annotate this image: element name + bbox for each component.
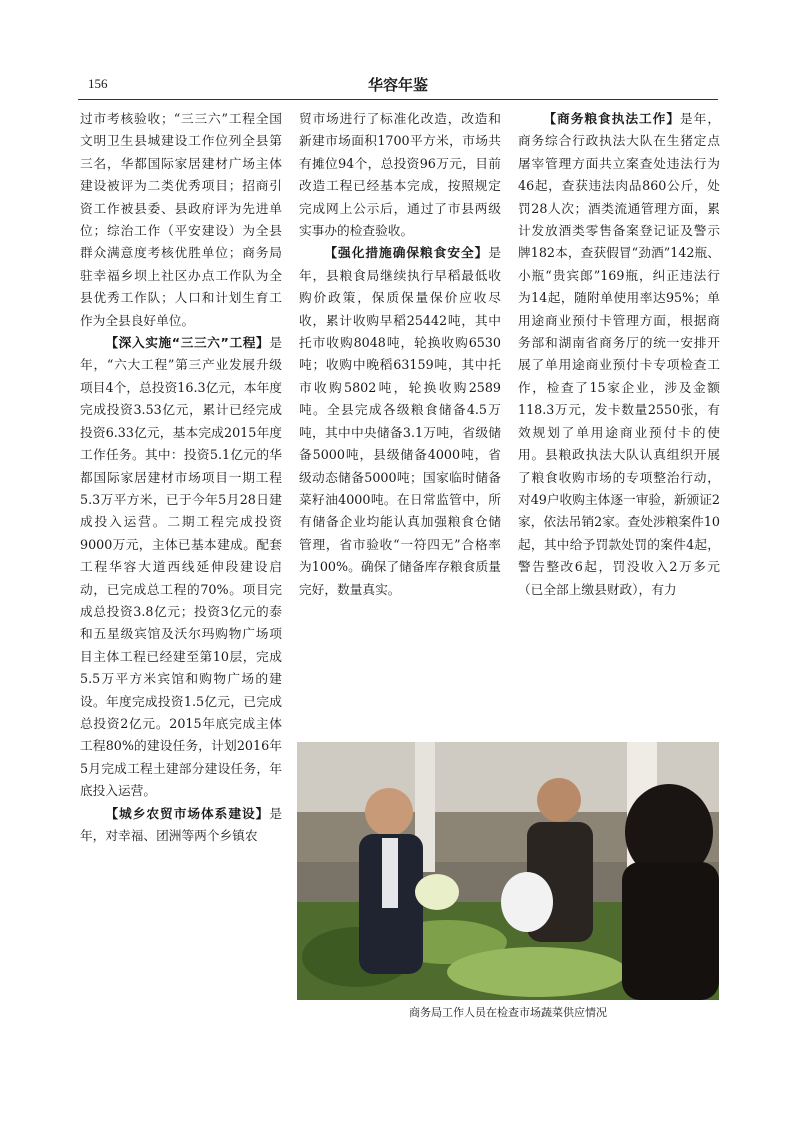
photo-caption: 商务局工作人员在检查市场蔬菜供应情况 [409, 1006, 607, 1019]
section-heading: 【城乡农贸市场体系建设】 [105, 805, 270, 821]
text-column-3 [518, 108, 720, 718]
paragraph: 过市考核验收；“三三六”工程全国文明卫生县城建设工作位列全县第三名，华都国际家居建材广场主体建设被评为二类优秀项目；招商引资工作被县委、县政府评为先进单位；综治工作（平安建设）为全县群众满意度考核优胜单位；商务局驻幸福乡坝上社区办点工作队为全县优秀工作队；人口和计划生育工作为全县良好单位。 [80, 111, 282, 328]
running-title: 华容年鉴 [367, 76, 428, 94]
section-paragraph [299, 242, 501, 601]
photo-illustration [297, 742, 719, 1000]
section-paragraph [518, 108, 720, 601]
section-text: 是年，“六大工程”第三产业发展升级项目4个，总投资16.3亿元，本年度完成投资3.53亿元，累计已经完成投资6.33亿元，基本完成2015年度工作任务。其中：投资5.1亿元的华都国际家居建材市场项目一期工程5.3万平方米，已于今年5月28日建成投入运营。二期工程完成投资9000万元，主体已基本建成。配套工程华容大道西线延伸段建设启动，已完成总工程的70%。项目完成总投资3.8亿元；投资3亿元的泰和五星级宾馆及沃尔玛购物广场项目主体工程已经建至第10层，完成5.5万平方米宾馆和购物广场的建设。年度完成投资1.5亿元，已完成总投资2亿元。2015年底完成主体工程80%的建设任务，计划2016年5月完成工程土建部分建设任务，年底投入运营。 [80, 335, 282, 799]
section-text: 是年，县粮食局继续执行早稻最低收购价政策，保质保量保价应收尽收，累计收购早稻25442吨，其中托市收购8048吨，轮换收购6530吨；收购中晚稻63159吨，其中托市收购5802吨，轮换收购2589吨。全县完成各级粮食储备4.5万吨，其中中央储备3.1万吨，省级储备5000吨，县级储备4000吨，省级动态储备5000吨；国家临时储备菜籽油4000吨。在日常监管中，所有储备企业均能认真加强粮食仓储管理，省市验收“一符四无”合格率为100%。确保了储备库存粮食质量完好，数量真实。 [299, 245, 501, 597]
section-text: 是年，对幸福、团洲等两个乡镇农 [80, 805, 282, 843]
section-text: 是年，商务综合行政执法大队在生猪定点屠宰管理方面共立案查处违法行为46起，查获违法肉品860公斤，处罚28人次；酒类流通管理方面，累计发放酒类零售备案登记证及警示牌182本，查获假冒“劲酒”142瓶、小瓶“贵宾郎”169瓶，纠正违法行为14起，随附单使用率达95%；单用途商业预付卡管理方面，根据商务部和湖南省商务厅的统一安排开展了单用途商业预付卡专项检查工作，检查了15家企业，涉及金额118.3万元，发卡数量2550张，有效规划了单用途商业预付卡的使用。县粮政执法大队认真组织开展了粮食收购市场的专项整治行动，对49户收购主体逐一审验，新颁证2家，依法吊销2家。查处涉粮案件10起，其中给予罚款处罚的案件4起，警告整改6起，罚没收入2万多元（已全部上缴县财政），有力 [518, 111, 720, 597]
section-paragraph [80, 803, 282, 848]
market-photo [297, 742, 719, 1000]
section-paragraph [80, 332, 282, 803]
section-heading: 【深入实施“三三六”工程】 [105, 335, 270, 351]
header-rule [78, 99, 718, 100]
text-column-2 [299, 108, 501, 718]
paragraph: 贸市场进行了标准化改造，改造和新建市场面积1700平方米，市场共有摊位94个，总投资96万元，目前改造工程已经基本完成，按照规定完成网上公示后，通过了市县两级实事办的检查验收。 [299, 111, 501, 239]
text-column-1 [80, 108, 282, 1018]
page-number: 156 [88, 76, 108, 91]
page-header [78, 72, 718, 98]
section-heading: 【商务粮食执法工作】 [543, 111, 680, 126]
section-heading: 【强化措施确保粮食安全】 [324, 245, 489, 261]
